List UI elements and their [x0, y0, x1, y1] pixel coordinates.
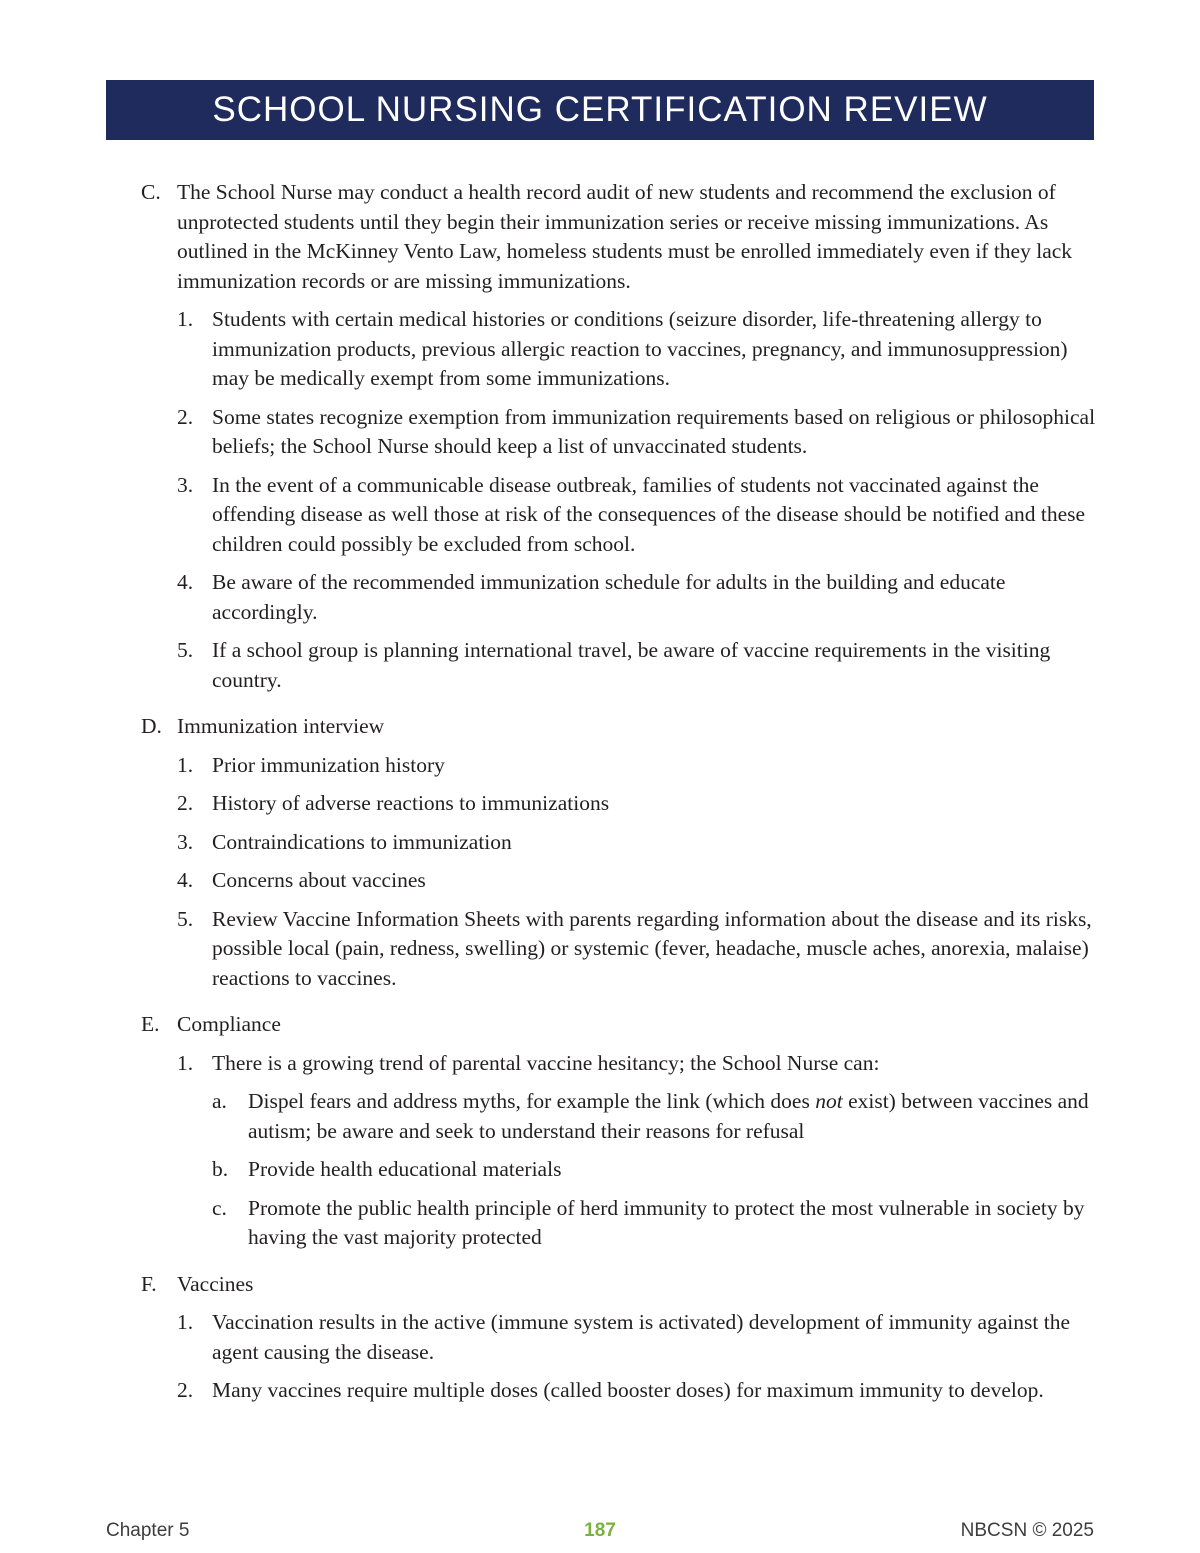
list-item	[177, 789, 1096, 819]
item-text: Many vaccines require multiple doses (called booster doses) for maximum immunity to develop.	[212, 1378, 1044, 1402]
header-banner	[106, 80, 1094, 140]
item-marker: 1.	[177, 307, 194, 331]
section-marker: D.	[141, 714, 162, 738]
item-text: Review Vaccine Information Sheets with parents regarding information about the disease and its risks, possible local (pain, redness, swelling) or systemic (fever, headache, muscle aches, anorexia, malaise) reactions to vaccines.	[212, 906, 1092, 990]
list-item	[177, 1049, 1096, 1253]
page-title: SCHOOL NURSING CERTIFICATION REVIEW	[212, 90, 988, 129]
subitem-emphasis: not	[815, 1089, 843, 1113]
list-item	[177, 1376, 1096, 1406]
item-marker: 5.	[177, 906, 194, 931]
sub-list-item	[212, 1155, 1096, 1185]
list-item	[177, 568, 1096, 627]
subitem-text: Promote the public health principle of herd immunity to protect the most vulnerable in society by having the vast majority protected	[248, 1195, 1085, 1249]
list-item	[177, 403, 1096, 462]
list-item	[177, 636, 1096, 695]
list-item	[177, 471, 1096, 560]
section-f	[141, 1270, 1096, 1406]
section-d	[141, 712, 1096, 993]
page-number: 187	[584, 1520, 616, 1541]
subitem-text-continued: exist) between vaccines and autism; be aware and seek to understand their reasons for refusal	[248, 1089, 1089, 1143]
list-item	[177, 305, 1096, 394]
item-text: Prior immunization history	[212, 752, 445, 777]
subitem-marker: c.	[212, 1195, 227, 1220]
section-text: Compliance	[177, 1012, 281, 1036]
item-marker: 2.	[177, 1378, 194, 1402]
item-marker: 2.	[177, 404, 194, 429]
item-marker: 4.	[177, 868, 194, 892]
section-text: Vaccines	[177, 1271, 254, 1296]
item-text: Contraindications to immunization	[212, 829, 512, 854]
subitem-text: Provide health educational materials	[248, 1157, 562, 1181]
section-text: Immunization interview	[177, 714, 385, 738]
item-marker: 4.	[177, 570, 194, 594]
section-marker: E.	[141, 1012, 160, 1036]
list-item	[177, 828, 1096, 858]
item-text: Vaccination results in the active (immune system is activated) development of immunity against the agent causing the disease.	[212, 1310, 1070, 1364]
subitem-list	[212, 1087, 1096, 1253]
item-marker: 1.	[177, 1310, 194, 1334]
item-list	[177, 1308, 1096, 1406]
list-item	[177, 1308, 1096, 1367]
item-marker: 5.	[177, 638, 194, 662]
sub-list-item	[212, 1087, 1096, 1146]
item-marker: 1.	[177, 1050, 194, 1075]
item-marker: 2.	[177, 791, 194, 815]
section-text: The School Nurse may conduct a health record audit of new students and recommend the exclusion of unprotected students until they begin their immunization series or receive missing immunizations. As outlined in the McKinney Vento Law, homeless students must be enrolled immediately even if they lack immunization records or are missing immunizations.	[177, 180, 1073, 293]
item-list	[177, 305, 1096, 695]
footer-copyright: NBCSN © 2025	[960, 1520, 1094, 1541]
list-item	[177, 751, 1096, 781]
item-text: Students with certain medical histories or conditions (seizure disorder, life-threatening allergy to immunization products, previous allergic reaction to vaccines, pregnancy, and immunosuppression) may be medically exempt from some immunizations.	[212, 307, 1068, 390]
item-list	[177, 1049, 1096, 1253]
item-text: In the event of a communicable disease outbreak, families of students not vaccinated against the offending disease as well those at risk of the consequences of the disease should be notified and these children could possibly be excluded from school.	[212, 472, 1086, 556]
list-item	[177, 866, 1096, 896]
item-marker: 3.	[177, 472, 194, 497]
footer-chapter: Chapter 5	[106, 1520, 190, 1541]
subitem-marker: a.	[212, 1089, 227, 1113]
section-marker: F.	[141, 1271, 157, 1296]
item-list	[177, 751, 1096, 994]
subitem-marker: b.	[212, 1157, 229, 1181]
section-c	[141, 178, 1096, 695]
sub-list-item	[212, 1194, 1096, 1253]
section-marker: C.	[141, 180, 161, 204]
item-text: If a school group is planning international travel, be aware of vaccine requirements in the visiting country.	[212, 638, 1051, 692]
section-e	[141, 1010, 1096, 1253]
item-text: Concerns about vaccines	[212, 868, 426, 892]
subitem-text: Dispel fears and address myths, for example the link (which does	[248, 1089, 816, 1113]
item-text: Some states recognize exemption from immunization requirements based on religious or philosophical beliefs; the School Nurse should keep a list of unvaccinated students.	[212, 404, 1096, 458]
item-text: There is a growing trend of parental vaccine hesitancy; the School Nurse can:	[212, 1050, 880, 1075]
list-item	[177, 905, 1096, 994]
document-body	[141, 178, 1096, 1423]
item-text: Be aware of the recommended immunization schedule for adults in the building and educate accordingly.	[212, 570, 1006, 624]
item-marker: 1.	[177, 752, 194, 777]
item-text: History of adverse reactions to immunizations	[212, 791, 610, 815]
page-footer	[106, 1520, 1094, 1548]
item-marker: 3.	[177, 829, 194, 854]
